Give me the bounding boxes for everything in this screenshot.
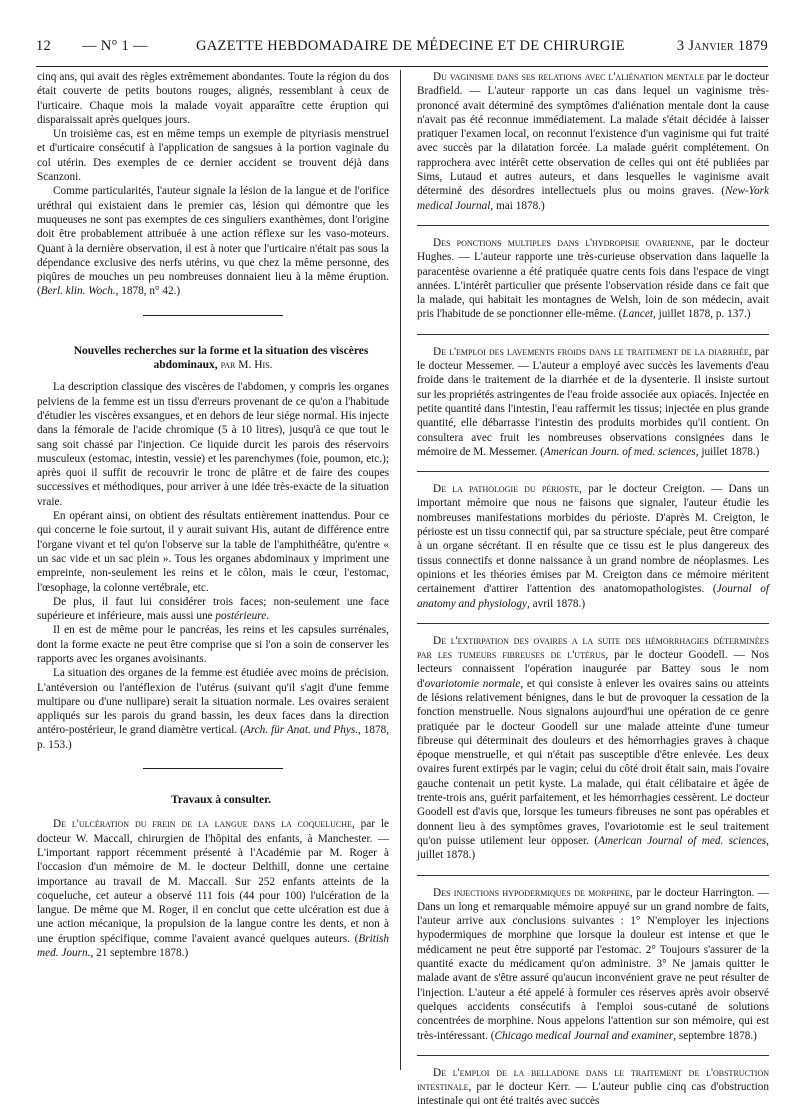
entry-divider xyxy=(417,623,769,624)
paragraph: La situation des organes de la femme est étudiée avec moins de précision. L'antéversion ou l'antéflexion de l'utérus (suivant qu'il s'agit d'une femme multipare ou d'une nullipare) serait la situation normale. Les ovaires seraient appliqués sur les parois du grand bassin, les deux faces dans la direction antéro-postérieur, le grand diamètre vertical. (Arch. für Anat. und Phys., 1878, p. 153.) xyxy=(37,667,390,751)
citation: Chicago medical Journal and examiner xyxy=(494,1029,674,1042)
left-column xyxy=(37,70,389,960)
entry-divider xyxy=(417,334,769,335)
section-title: Travaux à consulter. xyxy=(171,794,271,807)
citation: Lancet xyxy=(622,308,654,321)
abstract-entry: De l'ulcération du frein de la langue dans la coqueluche, par le docteur W. Maccall, chirurgien de l'hôpital des enfants, à Manchester. — L'important rapport récemment présenté à l'Académie par M. Roger à l'occasion d'un mémoire de M. le docteur Delthill, donne une certaine importance au travail de M. Maccall. Sur 252 enfants atteints de la coqueluche, cet auteur a observé 111 fois (44 pour 100) l'ulcération de la langue. De même que M. Roger, il en conclut que cette ulcération est due à une action mécanique, la propulsion de la langue contre les dents, et non à une éruption spécifique, comme l'avaient avancé quelques auteurs. (British med. Journ., 21 septembre 1878.) xyxy=(37,818,390,960)
right-column xyxy=(417,70,769,1109)
page-number: 12 xyxy=(36,38,52,54)
abstract-entry: De l'extirpation des ovaires a la suite des hémorrhagies déterminées par les tumeurs fibreuses de l'utérus, par le docteur Goodell. — Nos lecteurs connaissent l'opération inaugurée par Battey sous le nom d'ovariotomie normale, et qui consiste à enlever les ovaires sains ou atteints de lésions relativement bénignes, dans le but de provoquer la cessation de la fonction menstruelle. Nous signalons aujourd'hui une opération de ce genre pratiquée par le docteur Goodell sur une malade atteinte d'une tumeur fibreuse qui déterminait des douleurs et des hémorrhagies graves à chaque époque menstruelle, et qui n'était pas susceptible d'être enlevée. Les deux ovaires furent extirpés par le vagin; celui du côté droit était sain, mais l'ovaire gauche contenait un petit kyste. La malade, qui était célibataire et âgée de trente-trois ans, guérit parfaitement, et les hémorrhagies cessèrent. Le docteur Goodell est d'avis que, lorsque les tumeurs fibreuses ne sont pas opérables et donnent lieu à des symptômes graves, l'ovariotomie est le seul traitement qu'on puisse utilement leur opposer. (American Journal of med. sciences, juillet 1878.) xyxy=(417,634,770,862)
entry-divider xyxy=(417,225,769,226)
paragraph: Il en est de même pour le pancréas, les reins et les capsules surrénales, dont la forme exacte ne peut être comprise que si l'on a soin de conserver les rapports avec les organes avoisinants. xyxy=(37,624,389,665)
abstract-entry: De la pathologie du périoste, par le docteur Creigton. — Dans un important mémoire que nous ne faisons que signaler, l'auteur étudie les nombreuses manifestations morbides du périoste. D'après M. Creigton, le périoste est un tissu connectif qui, par sa structure spéciale, peut être comparé à un organe sécrétant. Il en résulte que ce tissu est le plus dangereux des tissus connectifs et donne naissance à un grand nombre de néoplasmes. Les opinions et les théories émises par M. Creigton dans ce mémoire méritent certainement d'attirer l'attention des anatomopathologistes. (Journal of anatomy and physiology, avril 1878.) xyxy=(417,483,769,610)
entry-divider xyxy=(417,875,769,876)
header-rule xyxy=(36,66,768,67)
entry-divider xyxy=(417,1055,769,1056)
paragraph: La description classique des viscères de l'abdomen, y compris les organes pelviens de la femme est un tissu d'erreurs provenant de ce qu'on a l'habitude d'étudier les viscères exsangues, et en dehors de leur siége normal. His injecte dans la fémorale de l'acide chromique (5 à 10 litres), jusqu'à ce que tout le sang soit chassé par l'injection. Ce liquide durcit les parois des réservoirs musculeux (estomac, intestin, vessie) et les parenchymes (foie, poumon, etc.); après quoi il suffit de recouvrir le tronc de plâtre et de faire des coupes successives et méthodiques, pour arriver à une idée très-exacte de la situation vraie. xyxy=(37,381,389,508)
abstract-entry: Des ponctions multiples dans l'hydropisie ovarienne, par le docteur Hughes. — L'auteur rapporte une très-curieuse observation dans laquelle la paracentèse ovarienne a été pratiquée quatre cents fois dans l'espace de vingt années. L'intérêt particulier que présente l'observation réside dans ce fait que la malade, qui habitait les montagnes de Welsh, loin de son médecin, avait pris l'habitude de se ponctionner elle-même. (Lancet, juillet 1878, p. 137.) xyxy=(417,236,769,321)
paragraph: En opérant ainsi, on obtient des résultats entièrement inattendus. Pour ce qui concerne le foie surtout, il y aurait suivant His, autant de différence entre l'organe vivant et tel qu'on l'observe sur la table de l'amphithéâtre, qu'entre « un sac vide et un sac plein ». Tous les organes abdominaux y impriment une empreinte, non-seulement les reins et le côlon, mais le cœur, l'estomac, l'œsophage, la colonne vertébrale, etc. xyxy=(37,510,389,594)
paragraph: Un troisième cas, est en même temps un exemple de pityriasis menstruel et d'urticaire consécutif à l'application de sangsues à la portion vaginale du col utérin. Des exemples de ce dernier accident se trouvent déjà dans Scanzoni. xyxy=(37,128,389,184)
running-header xyxy=(36,38,768,60)
paragraph: Comme particularités, l'auteur signale la lésion de la langue et de l'orifice uréthral qui existaient dans le premier cas, lésion qui démontre que les muqueuses ne sont pas exemptes de ces singuliers exanthèmes, dont l'origine doit être probablement attribuée à une action réflexe sur les vaso-moteurs. Quant à la dernière observation, il est à noter que l'urticaire n'était pas sous la dépendance exclusive des nerfs utérins, vu que chez la même personne, des piqûres de mouches un peu nombreuses donnaient lieu à la même éruption. (Berl. klin. Woch., 1878, n° 42.) xyxy=(37,185,389,298)
citation: Journal of anatomy and physiology xyxy=(417,583,769,610)
journal-title: GAZETTE HEBDOMADAIRE DE MÉDECINE ET DE CHIRURGIE xyxy=(196,38,625,54)
citation: New-York medical Journal xyxy=(417,185,769,212)
abstract-entry: De l'emploi de la belladone dans le traitement de l'obstruction intestinale, par le docteur Kerr. — L'auteur publie cinq cas d'obstruction intestinale qui ont été traités avec succès xyxy=(417,1066,769,1108)
citation: Berl. klin. Woch. xyxy=(40,285,116,298)
column-divider xyxy=(400,70,401,1070)
entry-divider xyxy=(417,471,769,472)
issue-number: — N° 1 — xyxy=(82,38,148,54)
abstract-entry: Des injections hypodermiques de morphine, par le docteur Harrington. — Dans un long et remarquable mémoire appuyé sur un grand nombre de faits, l'auteur arrive aux conclusions suivantes : 1° N'employer les injections hypodermiques de morphine que lorsque la douleur est intense et que le médicament ne peut être supporté par l'estomac. 2° Toujours s'assurer de la quantité exacte du médicament qu'on administre. 3° Ne jamais quitter le malade avant de s'être assuré qu'aucun inconvénient grave ne peut résulter de l'injection. L'auteur a été appelé à formuler ces réserves après avoir observé quelques accidents consécutifs à l'emploi sous-cutané de solutions concentrées de morphine. Nous appelons l'attention sur son mémoire, qui est très-intéressant. (Chicago medical Journal and examiner, septembre 1878.) xyxy=(417,886,769,1042)
section-title: Nouvelles recherches sur la forme et la situation des viscères abdominaux, par M. His. xyxy=(73,344,369,372)
section-divider xyxy=(143,315,283,316)
issue-date: 3 Janvier 1879 xyxy=(676,38,768,54)
paragraph: De plus, il faut lui considérer trois faces; non-seulement une face supérieure et inférieure, mais aussi une postérieure. xyxy=(37,595,389,623)
citation: Arch. für Anat. und Phys. xyxy=(243,724,359,737)
abstract-entry: Du vaginisme dans ses relations avec l'aliénation mentale par le docteur Bradfield. — L'auteur rapporte un cas dans lequel un vaginisme très-prononcé avait déterminé des symptômes d'aliénation mentale dont la cause n'avait pas été reconnue immédiatement. La malade s'était décidée à laisser pratiquer l'examen local, on reconnut l'existence d'un vaginisme qui fut traité avec succès par la dilatation forcée. La malade guérit complétement. On rapprochera avec intérêt cette observation de celles qui ont été publiées par Sims, Lutaud et autres auteurs, et dans lesquelles le vaginisme avait déterminé des désordres intellectuels plus ou moins graves. (New-York medical Journal, mai 1878.) xyxy=(417,71,769,212)
citation: American Journal of med. sciences xyxy=(598,834,767,847)
section-divider xyxy=(143,768,283,769)
abstract-entry: De l'emploi des lavements froids dans le traitement de la diarrhée, par le docteur Messemer. — L'auteur a employé avec succès les lavements d'eau froide dans le traitement de la diarrhée et de la dysenterie. Il insiste surtout sur les propriétés astringentes de l'eau froide associée aux opiacés. Injectée en petite quantité dans l'intestin, l'eau raffermit les tissus; injectée en plus grande quantité, elle débarrasse l'intestin des produits morbides qu'il contient. On consultera avec fruit les nombreuses observations consignées dans le mémoire de M. Messemer. (American Journ. of med. sciences, juillet 1878.) xyxy=(417,345,769,458)
citation: British med. Journ. xyxy=(37,932,389,960)
citation: American Journ. of med. sciences xyxy=(543,445,696,458)
paragraph: cinq ans, qui avait des règles extrêmement abondantes. Toute la région du dos était couverte de petits boutons rouges, alignés, ressemblant à ceux de l'urticaire. Chaque mois la malade voyait apparaître cette éruption qui disparaissait après quelques jours. xyxy=(37,71,389,126)
